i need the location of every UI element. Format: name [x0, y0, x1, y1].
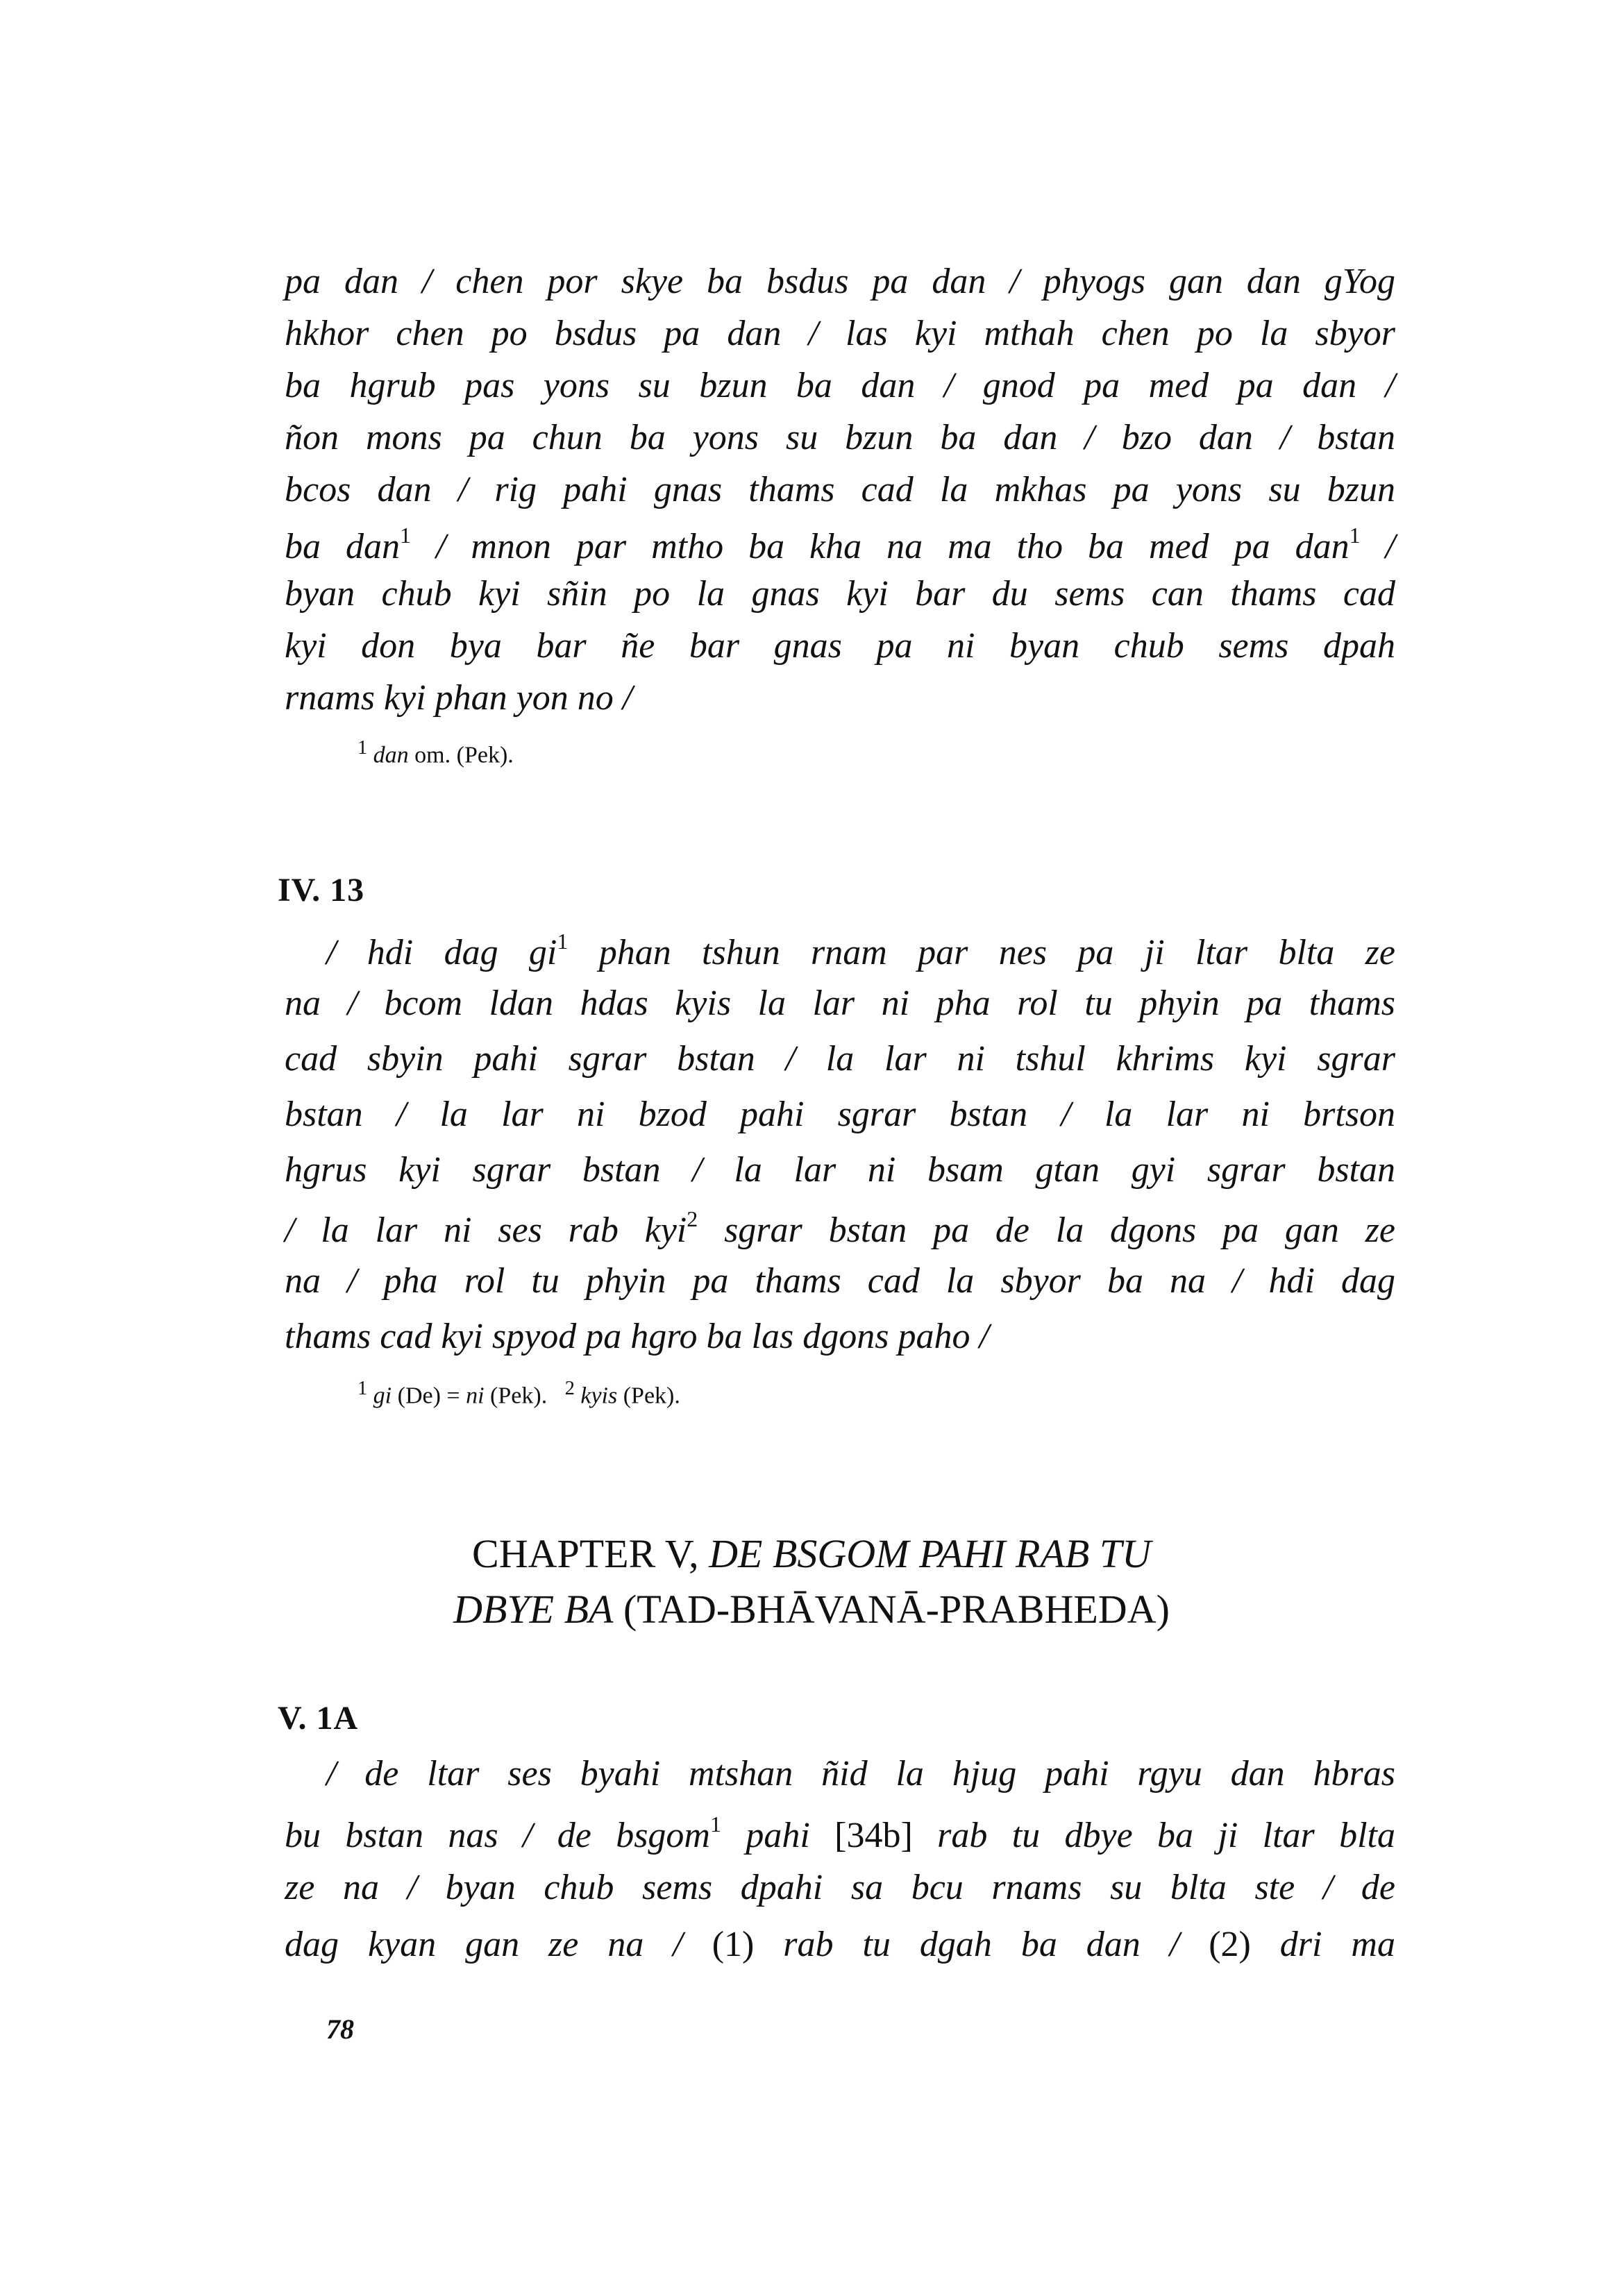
chapter-subtitle	[0, 1589, 1623, 1630]
footnote-word: ni	[466, 1383, 485, 1409]
text-line: byan chub kyi sñin po la gnas kyi bar du sems can thams cad	[285, 574, 1395, 614]
list-number: (1)	[712, 1925, 755, 1964]
text-segment: / la lar ni ses rab kyi	[285, 1210, 687, 1250]
footnote	[358, 737, 514, 768]
footnote-number: 1	[358, 737, 368, 759]
section-heading: IV. 13	[278, 872, 365, 909]
text-line: hgrus kyi sgrar bstan / la lar ni bsam gtan gyi sgrar bstan	[285, 1150, 1395, 1190]
text-line	[326, 930, 1395, 971]
text-line: bcos dan / rig pahi gnas thams cad la mkhas pa yons su bzun	[285, 470, 1395, 509]
chapter-title-text: CHAPTER V,	[472, 1531, 709, 1576]
text-line: ze na / byan chub sems dpahi sa bcu rnams su blta ste / de	[285, 1868, 1395, 1907]
chapter-title	[0, 1531, 1623, 1576]
footnote-ref: 1	[399, 523, 411, 548]
text-segment: rab tu dgah ba dan /	[754, 1925, 1209, 1964]
text-line: thams cad kyi spyod pa hgro ba las dgons paho /	[285, 1317, 989, 1356]
footnote-number: 2	[564, 1378, 575, 1399]
footnote-number: 1	[358, 1378, 368, 1399]
text-line: pa dan / chen por skye ba bsdus pa dan / phyogs gan dan gYog	[285, 262, 1395, 301]
text-segment: dri ma	[1250, 1925, 1395, 1964]
text-line: na / pha rol tu phyin pa thams cad la sbyor ba na / hdi dag	[285, 1261, 1395, 1301]
list-number: (2)	[1209, 1925, 1251, 1964]
footnote-word: gi	[373, 1383, 392, 1409]
footnote-ref: 1	[557, 929, 569, 954]
chapter-title-text: (TAD-BHĀVANĀ-PRABHEDA)	[613, 1587, 1170, 1632]
chapter-title-italic: DE BSGOM PAHI RAB TU	[709, 1531, 1151, 1576]
page-number: 78	[326, 2014, 354, 2045]
footnote-text: om. (Pek).	[408, 742, 514, 768]
text-line: rnams kyi phan yon no /	[285, 678, 633, 718]
text-line: kyi don bya bar ñe bar gnas pa ni byan chub sems dpah	[285, 626, 1395, 666]
footnote	[358, 1378, 680, 1409]
text-segment: / mnon par mtho ba kha na ma tho ba med pa dan	[410, 527, 1349, 566]
text-segment: phan tshun rnam par nes pa ji ltar blta ze	[568, 933, 1395, 972]
text-line: ñon mons pa chun ba yons su bzun ba dan / bzo dan / bstan	[285, 418, 1395, 457]
text-line: na / bcom ldan hdas kyis la lar ni pha rol tu phyin pa thams	[285, 984, 1395, 1023]
footnote-text: (Pek).	[484, 1383, 548, 1409]
footnote-ref: 1	[709, 1812, 721, 1837]
text-line: / de ltar ses byahi mtshan ñid la hjug pahi rgyu dan hbras	[326, 1754, 1395, 1793]
text-line: cad sbyin pahi sgrar bstan / la lar ni tshul khrims kyi sgrar	[285, 1039, 1395, 1079]
text-line: bstan / la lar ni bzod pahi sgrar bstan / la lar ni brtson	[285, 1095, 1395, 1134]
text-segment: ba dan	[285, 527, 400, 566]
footnote-word: kyis	[580, 1383, 618, 1409]
footnote-word: dan	[373, 742, 409, 768]
section-heading: V. 1A	[278, 1700, 359, 1737]
text-line	[285, 1813, 1395, 1854]
footnote-text: (Pek).	[617, 1383, 680, 1409]
text-segment: / hdi dag gi	[326, 933, 557, 972]
text-segment: dag kyan gan ze na /	[285, 1925, 712, 1964]
footnote-text: (De) =	[392, 1383, 460, 1409]
footnote-ref: 1	[1349, 523, 1361, 548]
text-line	[285, 524, 1395, 565]
text-line	[285, 1927, 1395, 1963]
text-line: hkhor chen po bsdus pa dan / las kyi mthah chen po la sbyor	[285, 314, 1395, 353]
text-segment: sgrar bstan pa de la dgons pa gan ze	[698, 1210, 1395, 1250]
text-segment: bu bstan nas / de bsgom	[285, 1816, 710, 1855]
chapter-title-italic: DBYE BA	[453, 1587, 614, 1632]
text-line	[285, 1208, 1395, 1249]
text-segment: pahi	[721, 1816, 835, 1855]
folio-marker: [34b]	[834, 1816, 913, 1855]
footnote-ref: 2	[687, 1206, 698, 1231]
text-line: ba hgrub pas yons su bzun ba dan / gnod pa med pa dan /	[285, 366, 1395, 405]
text-segment: rab tu dbye ba ji ltar blta	[912, 1816, 1395, 1855]
text-segment: /	[1360, 527, 1396, 566]
